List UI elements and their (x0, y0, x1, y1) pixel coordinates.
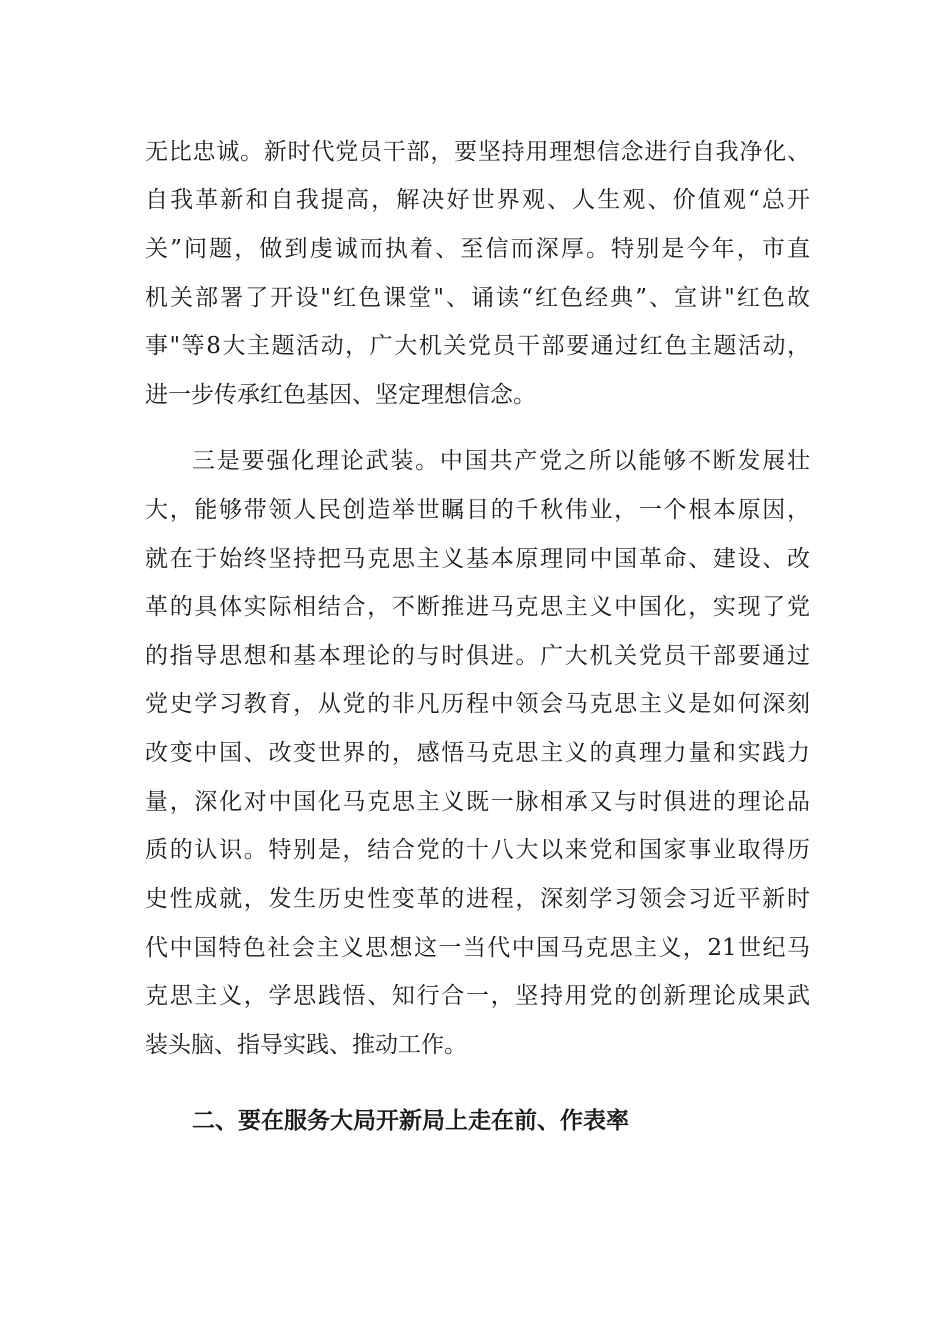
paragraph-line: 改变中国、改变世界的，感悟马克思主义的真理力量和实践力 (145, 740, 810, 766)
paragraph-line: 无比忠诚。新时代党员干部，要坚持用理想信念进行自我净化、 (145, 139, 810, 165)
paragraph-line: 的指导思想和基本理论的与时俱进。广大机关党员干部要通过 (145, 643, 810, 669)
section-heading: 二、要在服务大局开新局上走在前、作表率 (192, 1107, 629, 1134)
paragraph-line: 党史学习教育，从党的非凡历程中领会马克思主义是如何深刻 (145, 691, 810, 717)
paragraph-line: 量，深化对中国化马克思主义既一脉相承又与时俱进的理论品 (145, 789, 810, 815)
paragraph-line: 史性成就，发生历史性变革的进程，深刻学习领会习近平新时 (145, 886, 810, 912)
paragraph-line: 事"等8大主题活动，广大机关党员干部要通过红色主题活动， (145, 333, 810, 359)
paragraph-line: 进一步传承红色基因、坚定理想信念。 (145, 382, 536, 408)
paragraph-line: 三是要强化理论武装。中国共产党之所以能够不断发展壮 (192, 448, 810, 474)
paragraph-line: 代中国特色社会主义思想这一当代中国马克思主义，21世纪马 (145, 935, 810, 961)
paragraph-line: 装头脑、指导实践、推动工作。 (145, 1032, 467, 1058)
paragraph-line: 关”问题，做到虔诚而执着、至信而深厚。特别是今年，市直 (145, 236, 810, 262)
paragraph-line: 革的具体实际相结合，不断推进马克思主义中国化，实现了党 (145, 594, 810, 620)
paragraph-line: 大，能够带领人民创造举世瞩目的千秋伟业，一个根本原因， (145, 497, 810, 523)
paragraph-line: 就在于始终坚持把马克思主义基本原理同中国革命、建设、改 (145, 546, 810, 572)
paragraph-line: 自我革新和自我提高，解决好世界观、人生观、价值观“总开 (145, 187, 810, 213)
paragraph-line: 质的认识。特别是，结合党的十八大以来党和国家事业取得历 (145, 837, 810, 863)
paragraph-line: 克思主义，学思践悟、知行合一，坚持用党的创新理论成果武 (145, 983, 810, 1009)
paragraph-line: 机关部署了开设"红色课堂"、诵读“红色经典”、宣讲"红色故 (145, 285, 810, 311)
